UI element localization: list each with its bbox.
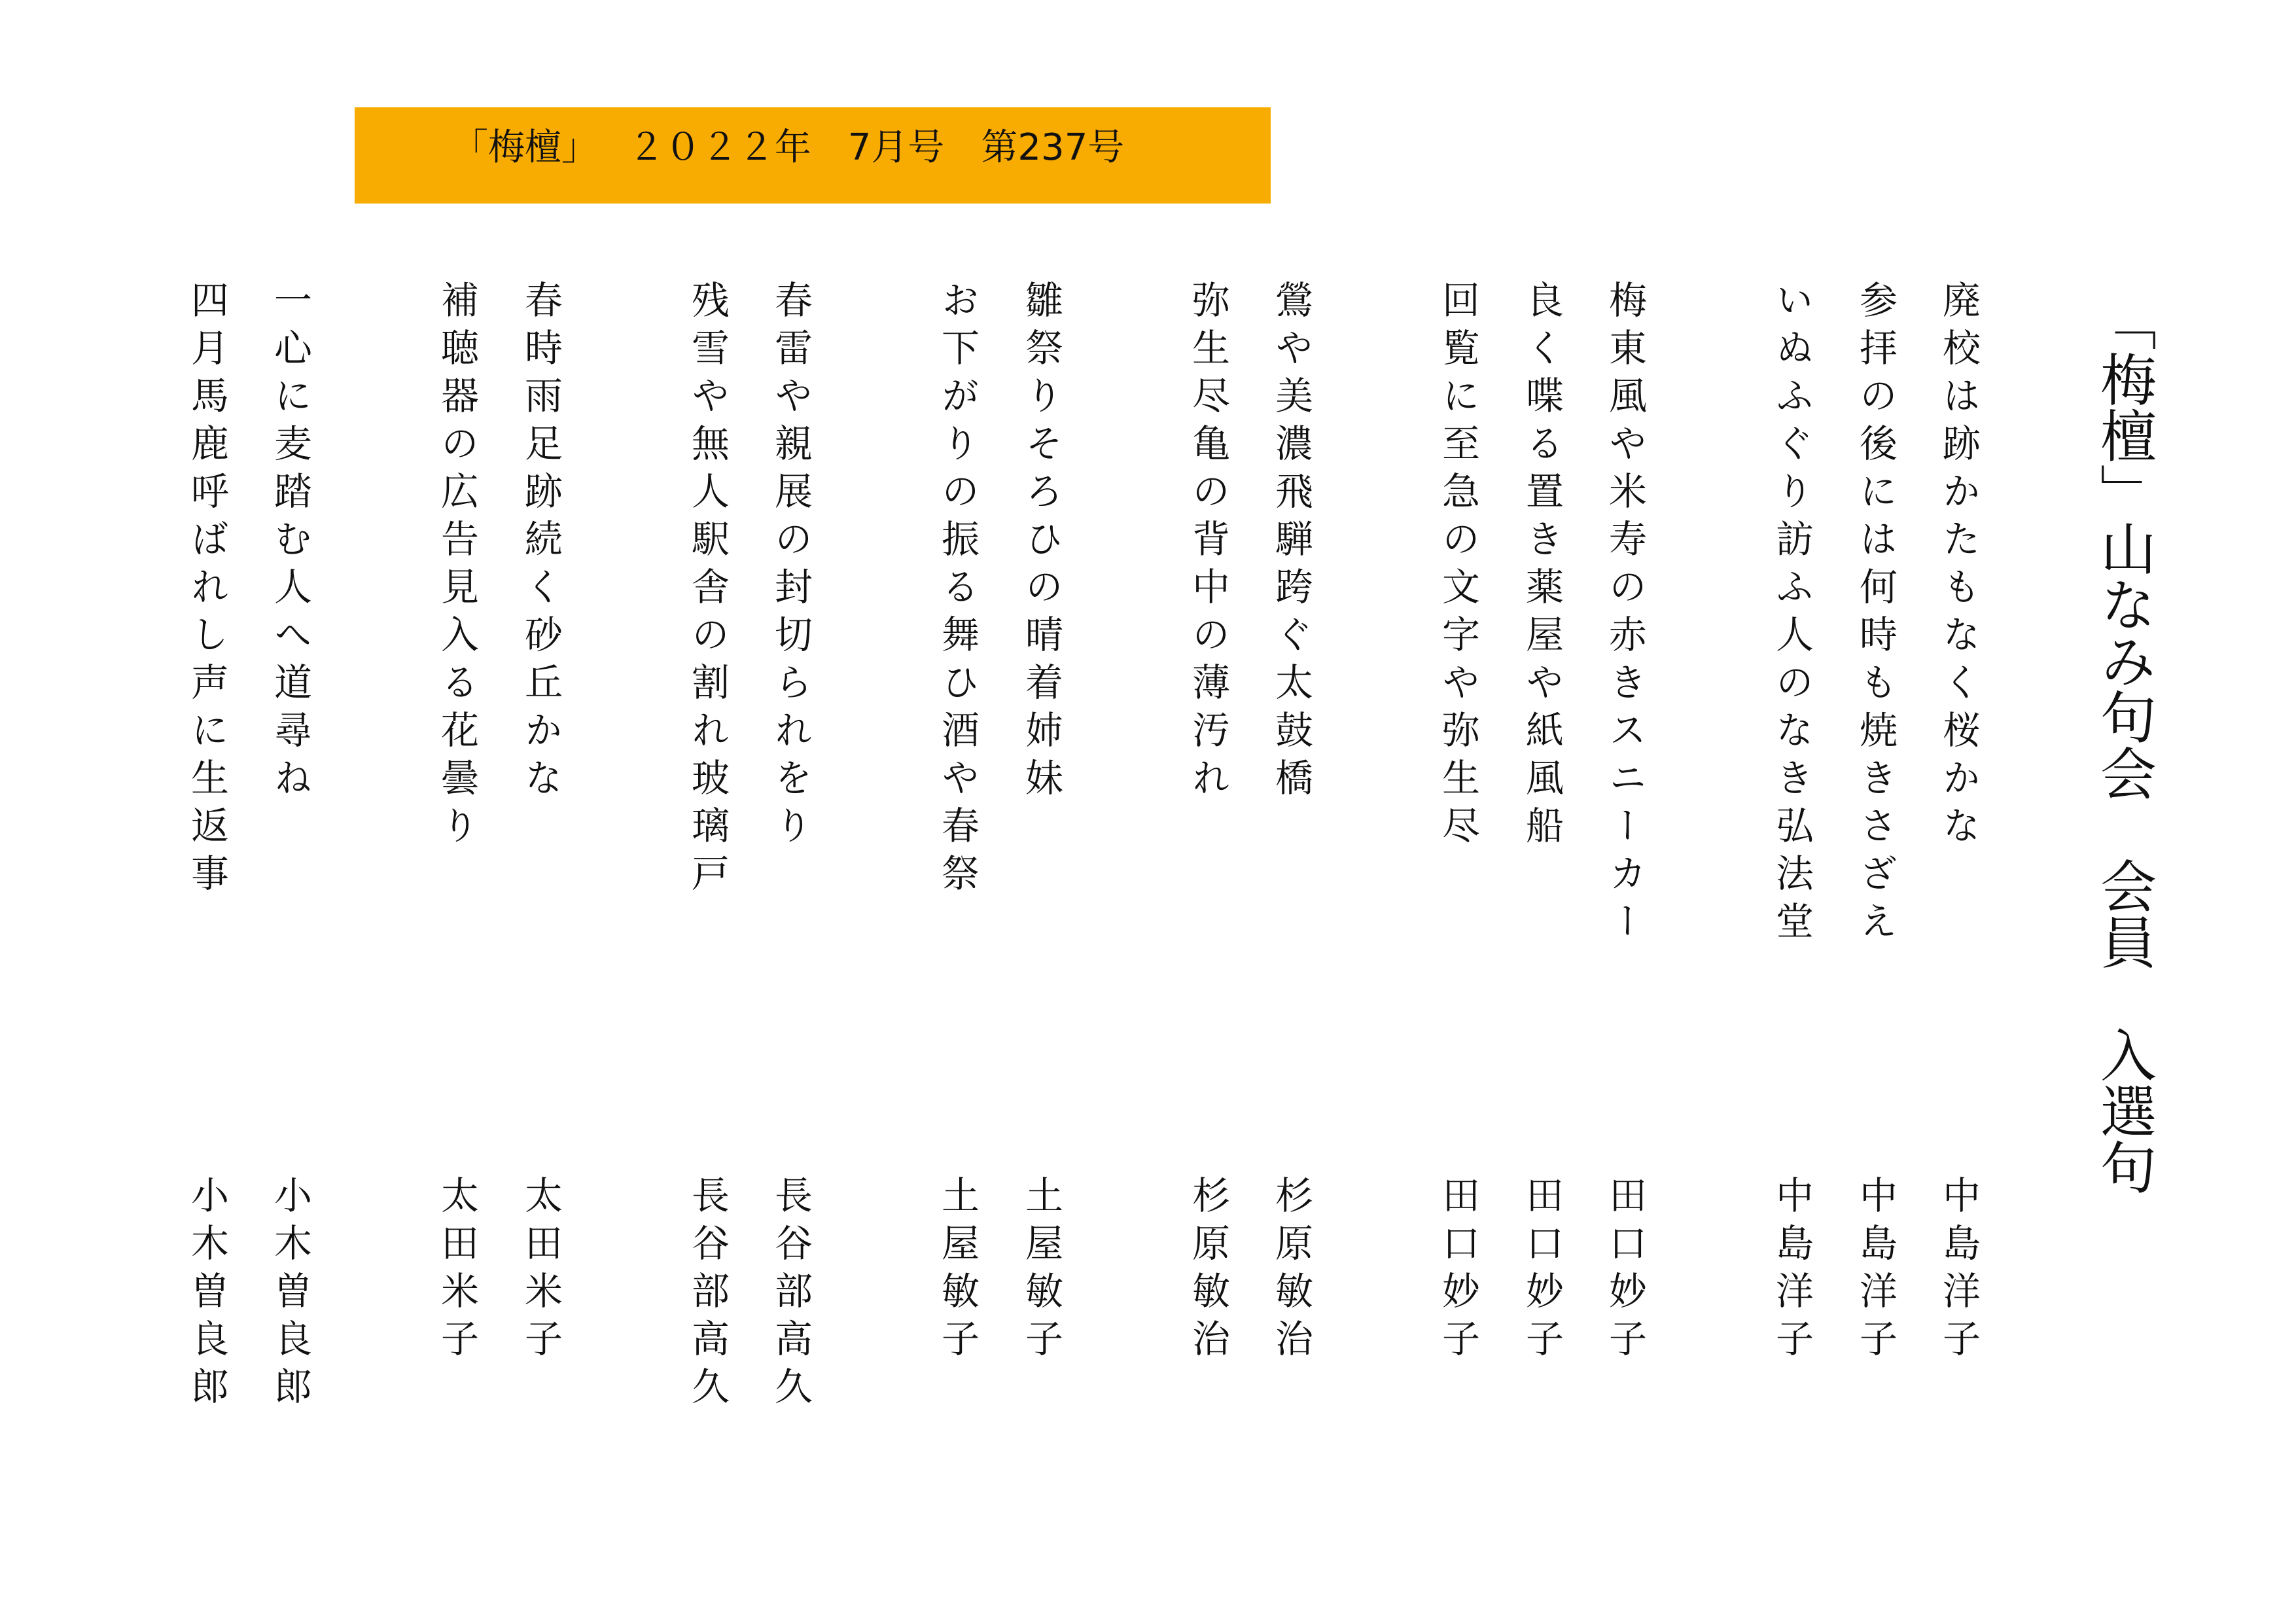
haiku-author: 太田米子 xyxy=(434,1175,479,1366)
haiku-verse: 弥生尽亀の背中の薄汚れ xyxy=(1186,280,1230,806)
haiku-author: 田口妙子 xyxy=(1436,1175,1480,1366)
haiku-author: 土屋敏子 xyxy=(935,1175,980,1366)
haiku-verse: 補聴器の広告見入る花曇り xyxy=(434,280,479,853)
haiku-verse: 残雪や無人駅舎の割れ玻璃戸 xyxy=(685,280,730,901)
issue-label: 「梅檀」 ２０２２年 7月号 第237号 xyxy=(451,126,1125,169)
page-title: 「梅檀」山なみ句会 会員 入選句 xyxy=(2091,294,2156,1195)
haiku-verse: 参拝の後には何時も焼きさざえ xyxy=(1853,280,1898,949)
haiku-verse: 鶯や美濃飛騨跨ぐ太鼓橋 xyxy=(1269,280,1313,806)
haiku-verse: 春雷や親展の封切られをり xyxy=(768,280,813,853)
haiku-author: 中島洋子 xyxy=(1853,1175,1898,1366)
haiku-verse: 春時雨足跡続く砂丘かな xyxy=(518,280,563,806)
haiku-author: 小木曽良郎 xyxy=(268,1175,312,1414)
haiku-author: 田口妙子 xyxy=(1519,1175,1564,1366)
haiku-verse: 回覧に至急の文字や弥生尽 xyxy=(1436,280,1480,853)
haiku-author: 小木曽良郎 xyxy=(185,1175,229,1414)
haiku-verse: 良く喋る置き薬屋や紙風船 xyxy=(1519,280,1564,853)
haiku-verse: いぬふぐり訪ふ人のなき弘法堂 xyxy=(1769,280,1814,949)
haiku-author: 長谷部高久 xyxy=(685,1175,730,1414)
haiku-author: 長谷部高久 xyxy=(768,1175,813,1414)
haiku-verse: 廃校は跡かたもなく桜かな xyxy=(1936,280,1981,853)
haiku-verse: 一心に麦踏む人へ道尋ね xyxy=(268,280,312,806)
haiku-author: 杉原敏治 xyxy=(1186,1175,1230,1366)
haiku-author: 中島洋子 xyxy=(1769,1175,1814,1366)
haiku-verse: 四月馬鹿呼ばれし声に生返事 xyxy=(185,280,229,901)
haiku-author: 土屋敏子 xyxy=(1019,1175,1063,1366)
haiku-author: 中島洋子 xyxy=(1936,1175,1981,1366)
haiku-verse: お下がりの振る舞ひ酒や春祭 xyxy=(935,280,980,901)
haiku-author: 太田米子 xyxy=(518,1175,563,1366)
haiku-author: 田口妙子 xyxy=(1602,1175,1647,1366)
haiku-author: 杉原敏治 xyxy=(1269,1175,1313,1366)
haiku-verse: 雛祭りそろひの晴着姉妹 xyxy=(1019,280,1063,806)
haiku-verse: 梅東風や米寿の赤きスニーカー xyxy=(1602,280,1647,949)
